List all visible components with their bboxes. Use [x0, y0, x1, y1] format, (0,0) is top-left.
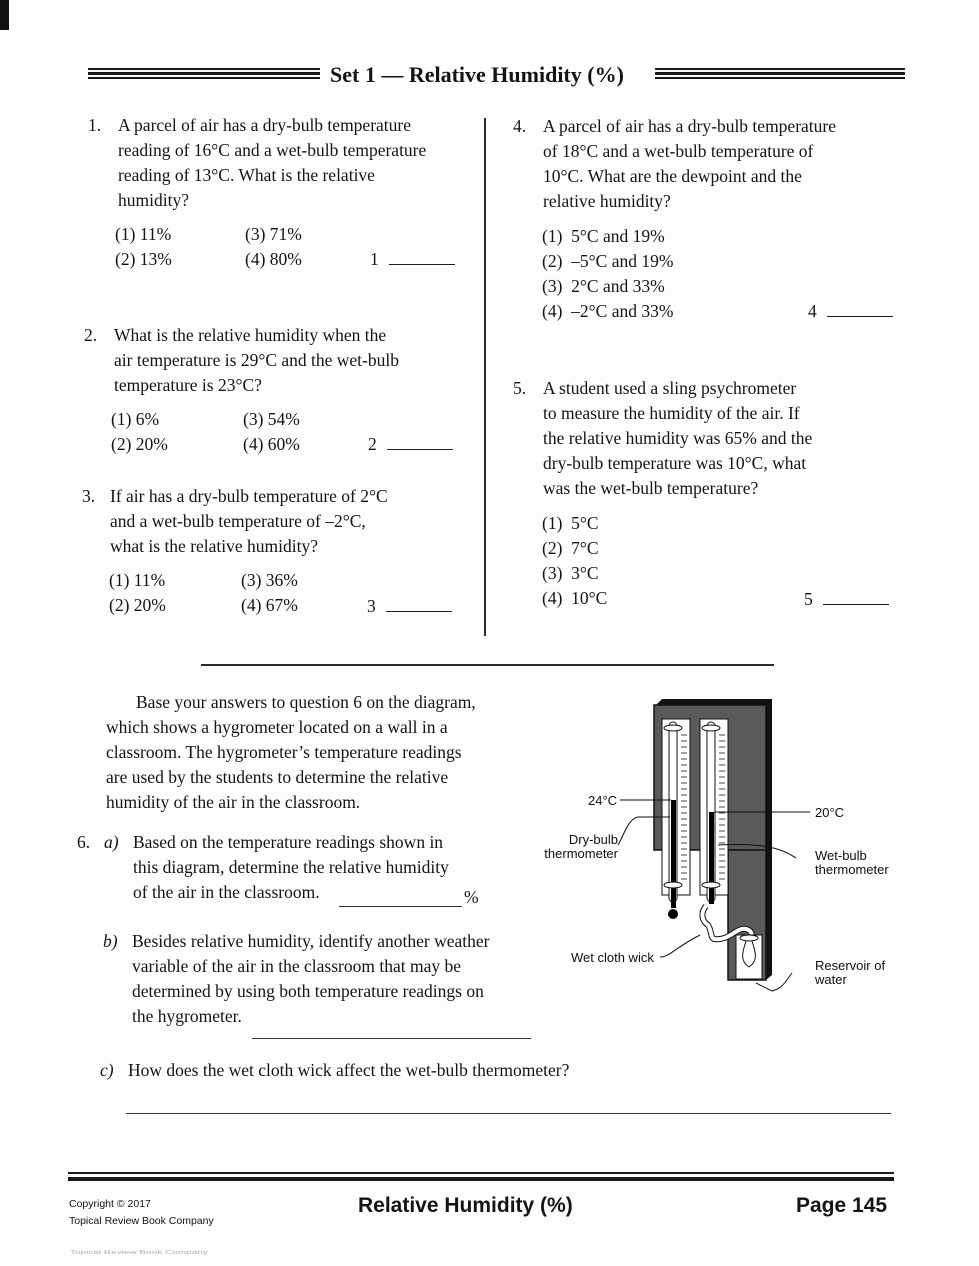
part-label: b): [103, 931, 118, 951]
option-4: (4) –2°C and 33%: [542, 301, 674, 321]
part-line: of the air in the classroom.: [133, 882, 320, 902]
part-b-text: [132, 929, 533, 1029]
answer-6a-line[interactable]: [339, 906, 462, 907]
stem-line: of 18°C and a wet-bulb temperature of: [543, 141, 814, 161]
answer-line[interactable]: [387, 435, 453, 450]
option-1: (1) 5°C: [542, 513, 599, 533]
question-stem: [118, 113, 468, 213]
option-2: (2) –5°C and 19%: [542, 251, 674, 271]
stem-line: humidity?: [118, 190, 189, 210]
part-line: Besides relative humidity, identify another weather: [132, 931, 490, 951]
label-line: thermometer: [544, 846, 618, 861]
stem-line: air temperature is 29°C and the wet-bulb: [114, 350, 399, 370]
part-line: determined by using both temperature readings on: [132, 981, 484, 1001]
q6-intro: [106, 690, 526, 815]
header-rule-right: [655, 68, 905, 80]
footer-rule: [68, 1172, 894, 1181]
answer-label: 2: [368, 434, 377, 454]
wet-reading-label: 20°C: [815, 805, 845, 820]
answer-line[interactable]: [823, 590, 889, 605]
intro-line: classroom. The hygrometer’s temperature readings: [106, 742, 462, 762]
answer-line[interactable]: [386, 597, 452, 612]
option-4: (4) 60%: [243, 434, 300, 454]
percent-unit: %: [464, 887, 479, 907]
question-3: [82, 484, 472, 559]
answer-label: 4: [808, 301, 817, 321]
option-1: (1) 5°C and 19%: [542, 226, 665, 246]
part-line: this diagram, determine the relative humidity: [133, 857, 449, 877]
column-divider: [484, 118, 486, 636]
option-3: (3) 3°C: [542, 563, 599, 583]
option-3: (3) 36%: [241, 570, 298, 590]
question-6b: [103, 929, 533, 1029]
option-2: (2) 20%: [109, 595, 166, 615]
copyright: [69, 1196, 214, 1230]
question-6a: [77, 830, 517, 905]
question-stem: [110, 484, 472, 559]
part-label: a): [104, 832, 119, 852]
answer-line[interactable]: [827, 302, 893, 317]
answer-blank-3[interactable]: [367, 596, 452, 617]
reservoir-label: [815, 959, 885, 987]
question-1: [88, 113, 468, 213]
question-number: 3.: [82, 486, 96, 506]
option-4: (4) 80%: [245, 249, 302, 269]
answer-label: 1: [370, 249, 379, 269]
question-number: 5.: [513, 378, 527, 398]
stem-line: A parcel of air has a dry-bulb temperature: [118, 115, 411, 135]
footer-title: Relative Humidity (%): [358, 1194, 573, 1217]
stem-line: and a wet-bulb temperature of –2°C,: [110, 511, 366, 531]
stem-line: If air has a dry-bulb temperature of 2°C: [110, 486, 388, 506]
copyright-line: Topical Review Book Company: [69, 1215, 214, 1227]
option-1: (1) 11%: [115, 224, 172, 244]
intro-line: Base your answers to question 6 on the diagram,: [136, 692, 476, 712]
answer-blank-5[interactable]: [804, 589, 889, 610]
option-3: (3) 71%: [245, 224, 302, 244]
page-title: Set 1 — Relative Humidity (%): [330, 62, 624, 87]
dry-bulb: [668, 909, 678, 919]
question-number: 4.: [513, 116, 527, 136]
option-3: (3) 2°C and 33%: [542, 276, 665, 296]
answer-blank-2[interactable]: [368, 434, 453, 455]
option-2: (2) 7°C: [542, 538, 599, 558]
copyright-line: Copyright © 2017: [69, 1198, 151, 1210]
option-1: (1) 6%: [111, 409, 160, 429]
part-line: Based on the temperature readings shown in: [133, 832, 444, 852]
part-c-text: How does the wet cloth wick affect the wet-bulb thermometer?: [127, 1060, 570, 1080]
intro-line: are used by the students to determine the relative: [106, 767, 449, 787]
question-2: [84, 323, 474, 398]
dry-bulb-mercury: [671, 800, 676, 908]
stem-line: was the wet-bulb temperature?: [543, 478, 759, 498]
binder-edge-mark: [0, 0, 9, 30]
stem-line: A parcel of air has a dry-bulb temperature: [543, 116, 836, 136]
stem-line: 10°C. What are the dewpoint and the: [543, 166, 802, 186]
option-2: (2) 20%: [111, 434, 168, 454]
question-number: 1.: [88, 115, 102, 135]
option-1: (1) 11%: [109, 570, 166, 590]
reservoir-jar: [736, 935, 762, 979]
label-line: Reservoir of: [815, 958, 886, 973]
wick-label: Wet cloth wick: [571, 950, 654, 965]
bleed-through-text: Topical Review Book Company: [70, 1250, 208, 1256]
label-line: thermometer: [815, 862, 889, 877]
option-2: (2) 13%: [115, 249, 172, 269]
question-4: [513, 114, 903, 214]
dry-reading-label: 24°C: [588, 793, 618, 808]
stem-line: temperature is 23°C?: [114, 375, 262, 395]
page-number: Page 145: [796, 1194, 888, 1217]
part-a-text: [133, 830, 517, 905]
answer-6b-line[interactable]: [252, 1038, 531, 1039]
part-line: variable of the air in the classroom that may be: [132, 956, 461, 976]
label-line: water: [815, 972, 847, 987]
question-stem: [543, 376, 903, 501]
stem-line: dry-bulb temperature was 10°C, what: [543, 453, 807, 473]
dry-bulb-label: [534, 833, 618, 861]
intro-line: humidity of the air in the classroom.: [106, 792, 361, 812]
stem-line: to measure the humidity of the air. If: [543, 403, 800, 423]
question-5: [513, 376, 903, 501]
wet-bulb-mercury: [709, 812, 714, 904]
stem-line: the relative humidity was 65% and the: [543, 428, 813, 448]
answer-label: 3: [367, 596, 376, 616]
answer-blank-4[interactable]: [808, 301, 893, 322]
answer-line[interactable]: [389, 250, 455, 265]
intro-line: which shows a hygrometer located on a wall in a: [106, 717, 448, 737]
header-rule-left: [88, 68, 320, 80]
question-6c: [100, 1058, 720, 1083]
question-number: 6.: [77, 832, 91, 852]
stem-line: A student used a sling psychrometer: [543, 378, 797, 398]
answer-blank-1[interactable]: [370, 249, 455, 270]
answer-label: 5: [804, 589, 813, 609]
stem-line: relative humidity?: [543, 191, 671, 211]
wet-bulb-label: [815, 849, 889, 877]
question-stem: [543, 114, 903, 214]
option-3: (3) 54%: [243, 409, 300, 429]
stem-line: reading of 13°C. What is the relative: [118, 165, 375, 185]
option-4: (4) 67%: [241, 595, 298, 615]
label-line: Dry-bulb: [568, 832, 618, 847]
stem-line: reading of 16°C and a wet-bulb temperature: [118, 140, 427, 160]
question-number: 2.: [84, 325, 98, 345]
label-line: Wet-bulb: [815, 848, 867, 863]
answer-6c-line[interactable]: [126, 1113, 891, 1114]
stem-line: what is the relative humidity?: [110, 536, 319, 556]
option-4: (4) 10°C: [542, 588, 608, 608]
question-stem: [114, 323, 474, 398]
part-label: c): [100, 1060, 114, 1080]
part-line: the hygrometer.: [132, 1006, 242, 1026]
stem-line: What is the relative humidity when the: [114, 325, 387, 345]
section-divider: [201, 664, 774, 666]
